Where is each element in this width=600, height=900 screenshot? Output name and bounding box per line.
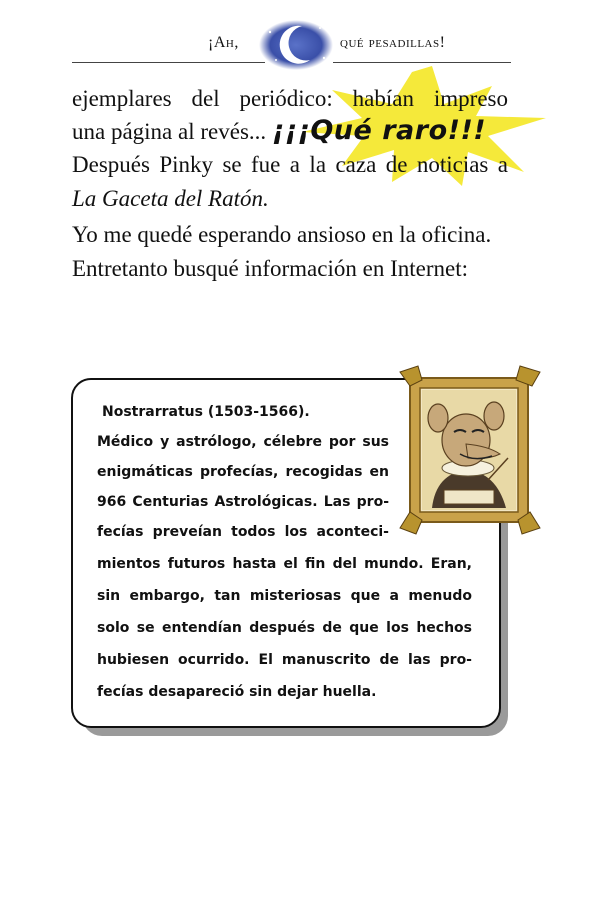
body-line-6: Entretanto busqué información en Internet: [72, 256, 468, 281]
header-title-left: ¡Ah, [208, 34, 239, 51]
info-box-line: enigmáticas profecías, recogidas en [97, 464, 389, 480]
info-box-line: 966 Centurias Astrológicas. Las pro- [97, 494, 389, 510]
body-line-5: Yo me quedé esperando ansioso en la oficina. [72, 222, 492, 247]
info-box-line: solo se entendían después de que los hechos [97, 620, 472, 636]
body-line-2-text: una página al revés... [72, 119, 267, 144]
info-box-line: fecías preveían todos los aconteci- [97, 524, 389, 540]
body-line-2 [72, 116, 486, 147]
body-line-1: ejemplares del periódico: habían impreso [72, 86, 508, 111]
header-rule-right [333, 62, 511, 63]
info-box-line: sin embargo, tan misteriosas que a menudo [97, 588, 472, 604]
nostrarratus-portrait [396, 362, 544, 538]
crescent-moon-icon [258, 18, 334, 72]
info-box-line: mientos futuros hasta el fin del mundo. Eran, [97, 556, 472, 572]
body-line-3: Después Pinky se fue a la caza de noticias a [72, 152, 508, 177]
exclamation-que-raro: ¡¡¡Qué raro!!! [271, 115, 487, 146]
info-box-line: fecías desapareció sin dejar huella. [97, 684, 377, 700]
body-line-4: La Gaceta del Ratón. [72, 186, 269, 211]
header-title-right: qué pesadillas! [340, 34, 446, 51]
info-box-title: Nostrarratus (1503-1566). [102, 404, 310, 420]
info-box-line: Médico y astrólogo, célebre por sus [97, 434, 389, 450]
header-rule-left [72, 62, 265, 63]
info-box-line: hubiesen ocurrido. El manuscrito de las pro- [97, 652, 472, 668]
